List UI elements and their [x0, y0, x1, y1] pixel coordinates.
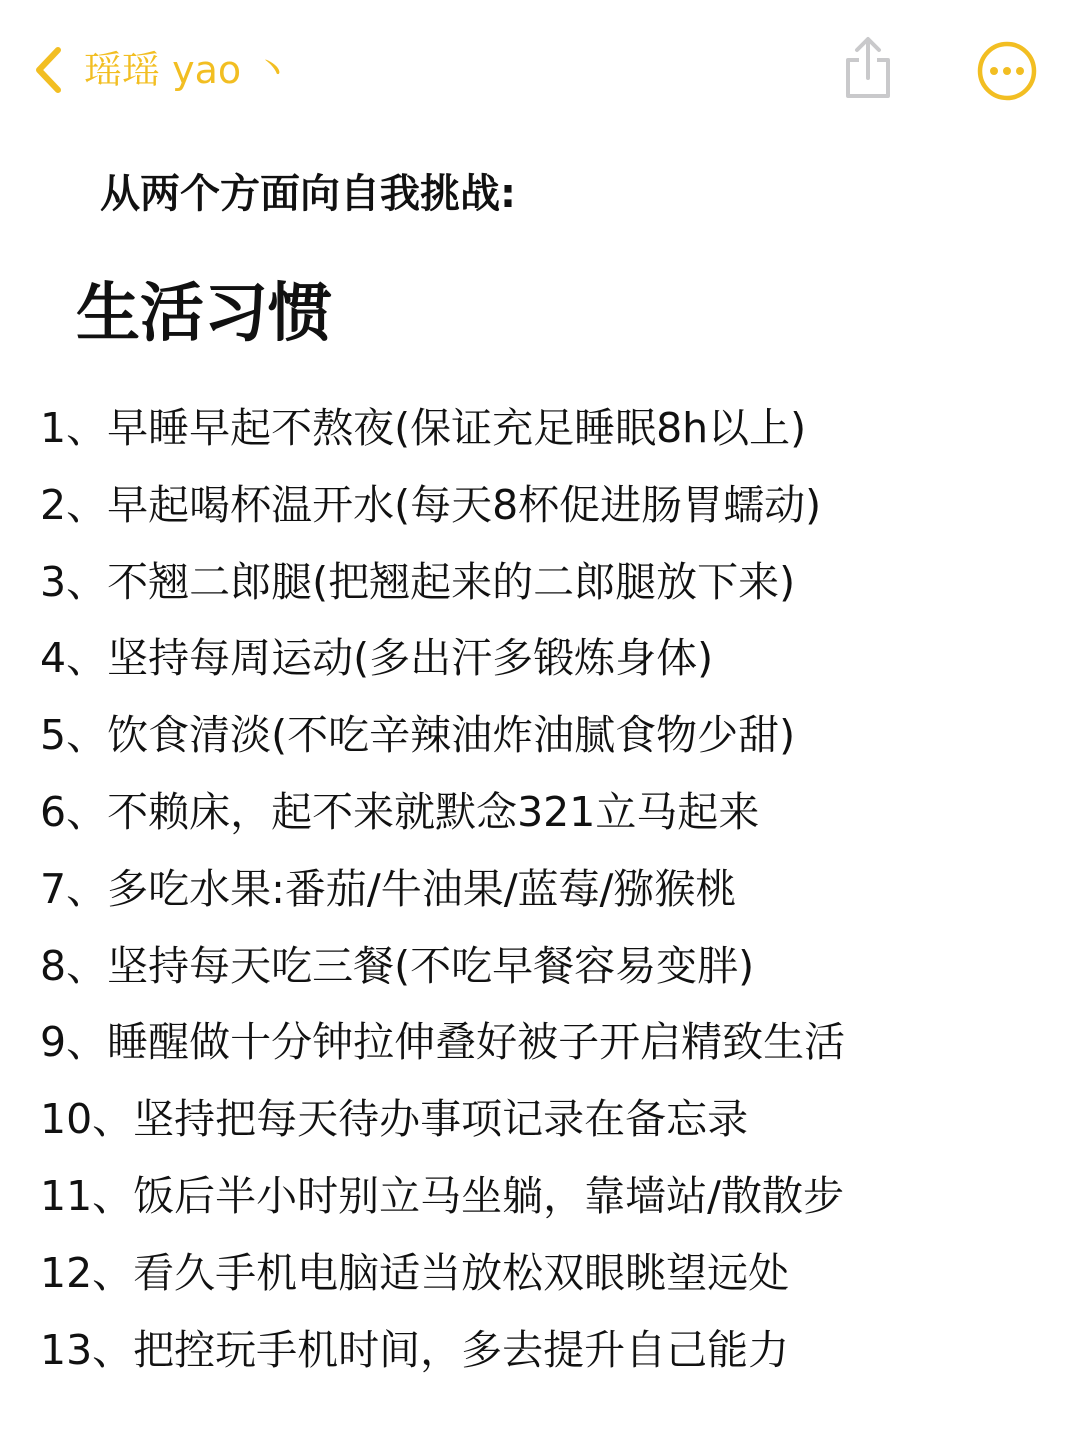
more-button[interactable] — [976, 40, 1038, 102]
list-item: 7、多吃水果:番茄/牛油果/蓝莓/猕猴桃 — [40, 864, 737, 913]
list-item: 10、坚持把每天待办事项记录在备忘录 — [40, 1095, 749, 1144]
chevron-left-icon — [28, 40, 68, 100]
share-button[interactable] — [840, 34, 896, 102]
share-icon — [840, 34, 896, 102]
list-item: 3、不翘二郎腿(把翘起来的二郎腿放下来) — [40, 557, 796, 606]
list-item: 4、坚持每周运动(多出汗多锻炼身体) — [40, 634, 714, 683]
note-subtitle: 从两个方面向自我挑战: — [100, 171, 516, 217]
note-heading: 生活习惯 — [76, 277, 332, 351]
list-item: 8、坚持每天吃三餐(不吃早餐容易变胖) — [40, 941, 755, 990]
list-item: 13、把控玩手机时间，多去提升自己能力 — [40, 1325, 790, 1374]
back-label: 瑶瑶 yao 丶 — [84, 48, 292, 92]
navigation-bar — [0, 0, 1080, 140]
list-item: 1、早睡早起不熬夜(保证充足睡眠8h以上) — [40, 404, 807, 452]
list-item: 11、饭后半小时别立马坐躺，靠墙站/散散步 — [40, 1171, 844, 1220]
habit-list — [40, 390, 845, 1388]
more-icon — [976, 40, 1038, 102]
list-item: 12、看久手机电脑适当放松双眼眺望远处 — [40, 1248, 790, 1297]
list-item: 6、不赖床，起不来就默念321立马起来 — [40, 787, 760, 836]
back-button[interactable] — [28, 40, 291, 100]
list-item: 2、早起喝杯温开水(每天8杯促进肠胃蠕动) — [40, 480, 822, 529]
list-item: 5、饮食清淡(不吃辛辣油炸油腻食物少甜) — [40, 711, 796, 760]
list-item: 9、睡醒做十分钟拉伸叠好被子开启精致生活 — [40, 1018, 846, 1067]
